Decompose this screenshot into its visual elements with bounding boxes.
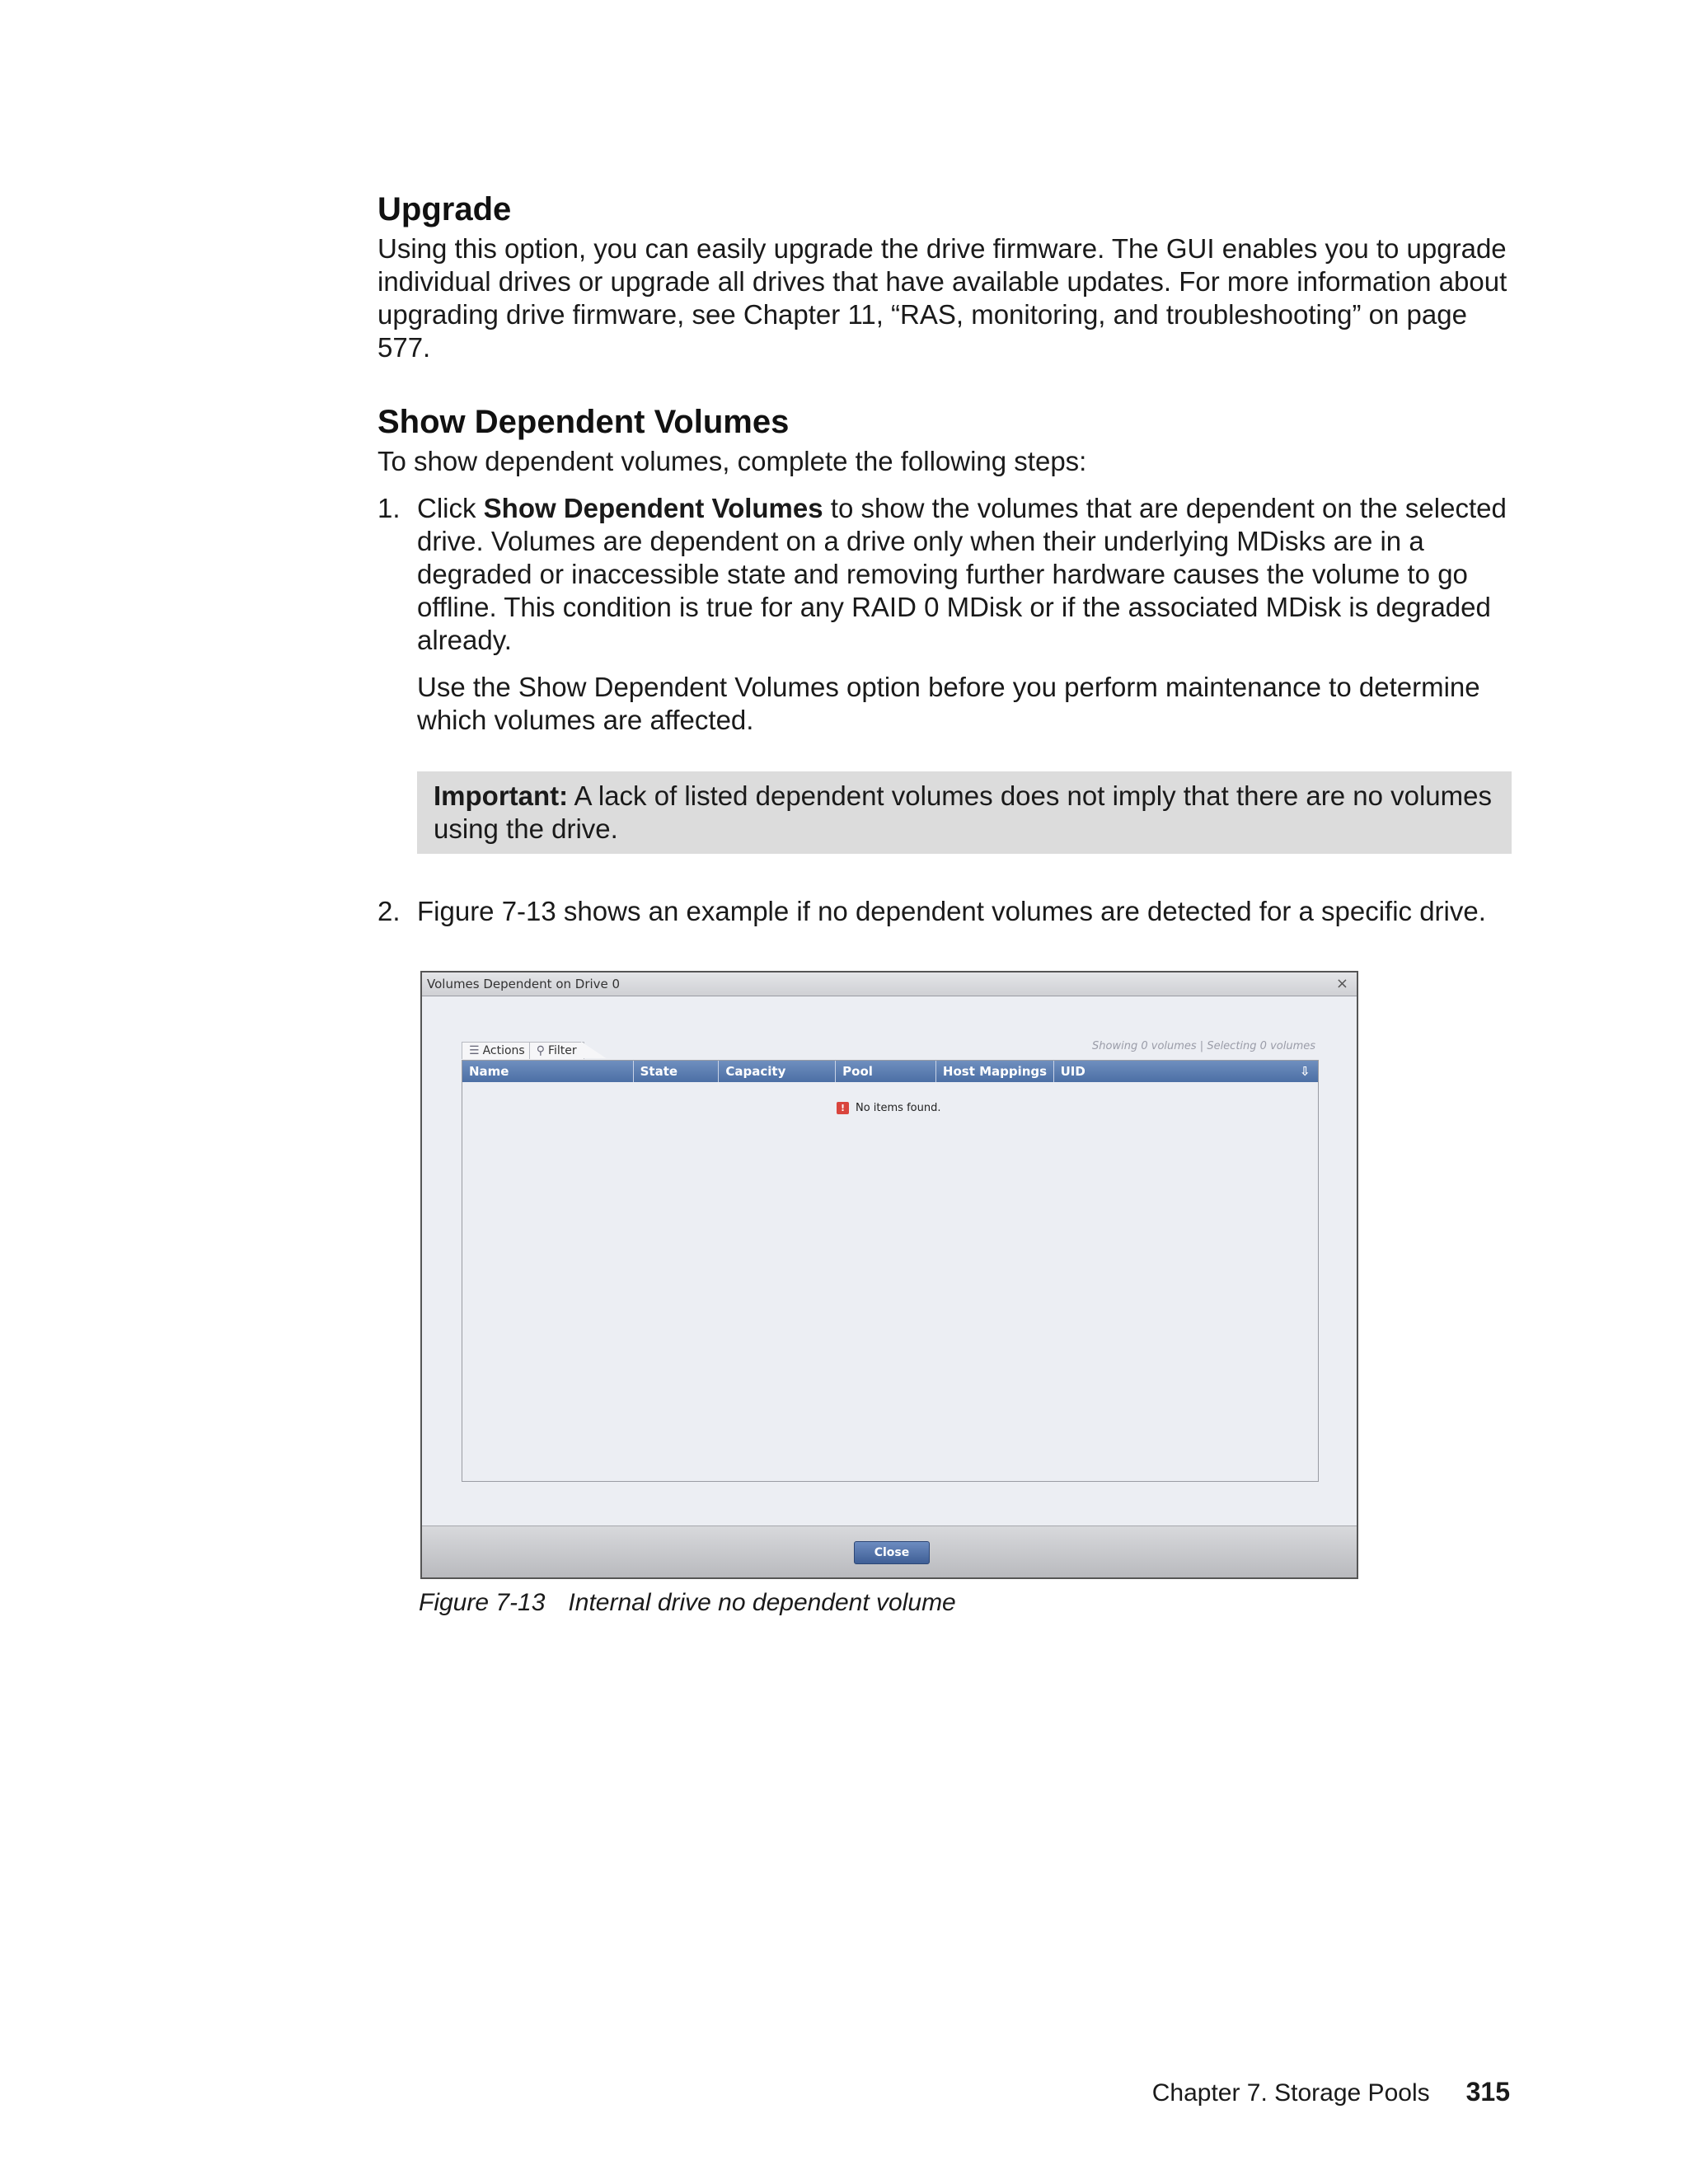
- step-text: Figure 7-13 shows an example if no dependent volumes are detected for a specific drive.: [417, 896, 1486, 926]
- column-header-name[interactable]: Name: [462, 1061, 634, 1082]
- table-header: [462, 1061, 1318, 1082]
- dialog-volumes-dependent: [420, 971, 1358, 1579]
- column-header-uid[interactable]: UID: [1060, 1064, 1085, 1079]
- dialog-title: Volumes Dependent on Drive 0: [427, 977, 621, 991]
- empty-state: [837, 1102, 940, 1114]
- column-header-state[interactable]: State: [634, 1061, 720, 1082]
- step-number: 1.: [377, 493, 401, 523]
- important-note: [417, 771, 1512, 854]
- selection-status: Showing 0 volumes | Selecting 0 volumes: [1092, 1040, 1315, 1052]
- note-label: Important:: [434, 780, 569, 811]
- step-rest: to show the volumes that are dependent on the selected drive. Volumes are dependent on a drive only when their underlying MDisks are in a degraded or inaccessible state and removing further hardware causes the volume to go offline. This condition is true for any RAID 0 MDisk or if the associated MDisk is degraded already.: [417, 493, 1507, 655]
- tab-filter-label: Filter: [547, 1044, 577, 1057]
- close-button[interactable]: Close: [854, 1541, 930, 1564]
- step-number: 2.: [377, 896, 401, 926]
- caption-number: Figure 7-13: [419, 1589, 546, 1616]
- figure-caption: [419, 1588, 956, 1618]
- step-bold-label: Show Dependent Volumes: [483, 493, 823, 523]
- tab-actions-label: Actions: [482, 1044, 525, 1057]
- empty-message: No items found.: [856, 1102, 941, 1114]
- page-footer: [1152, 2077, 1510, 2108]
- step-1-paragraph-2: Use the Show Dependent Volumes option before you perform maintenance to determine which volumes are affected.: [417, 672, 1480, 735]
- grid-tabs: [462, 1042, 581, 1058]
- caption-text: Internal drive no dependent volume: [568, 1589, 956, 1616]
- search-icon: ⚲: [536, 1044, 545, 1057]
- step-text: [417, 492, 1515, 657]
- column-header-host-mappings[interactable]: Host Mappings: [936, 1061, 1054, 1082]
- volumes-table: [462, 1060, 1319, 1482]
- upgrade-body: Using this option, you can easily upgrade the drive firmware. The GUI enables you to upgrade individual drives or upgrade all drives that have available updates. For more information about upgrading drive firmware, see Chapter 11, “RAS, monitoring, and troubleshooting” on page 577.: [377, 233, 1507, 363]
- column-header-capacity[interactable]: Capacity: [719, 1061, 836, 1082]
- list-icon: ☰: [469, 1044, 480, 1057]
- column-header-pool[interactable]: Pool: [836, 1061, 936, 1082]
- section-title-dependent-volumes: Show Dependent Volumes: [377, 404, 790, 440]
- step-prefix: Click: [417, 493, 484, 523]
- dependent-intro: To show dependent volumes, complete the following steps:: [377, 446, 1087, 476]
- note-text: A lack of listed dependent volumes does not imply that there are no volumes using the drive.: [434, 780, 1492, 844]
- page-number: 315: [1465, 2077, 1510, 2107]
- chapter-label: Chapter 7. Storage Pools: [1151, 2079, 1430, 2107]
- dialog-footer: [422, 1526, 1357, 1577]
- close-icon[interactable]: ×: [1335, 975, 1348, 992]
- column-chooser-icon[interactable]: ⇩: [1300, 1064, 1311, 1079]
- dialog-title-bar: [422, 972, 1357, 996]
- section-title-upgrade: Upgrade: [377, 191, 512, 227]
- error-icon: !: [837, 1102, 849, 1114]
- tab-filter[interactable]: [529, 1042, 584, 1059]
- tab-actions[interactable]: [462, 1042, 532, 1059]
